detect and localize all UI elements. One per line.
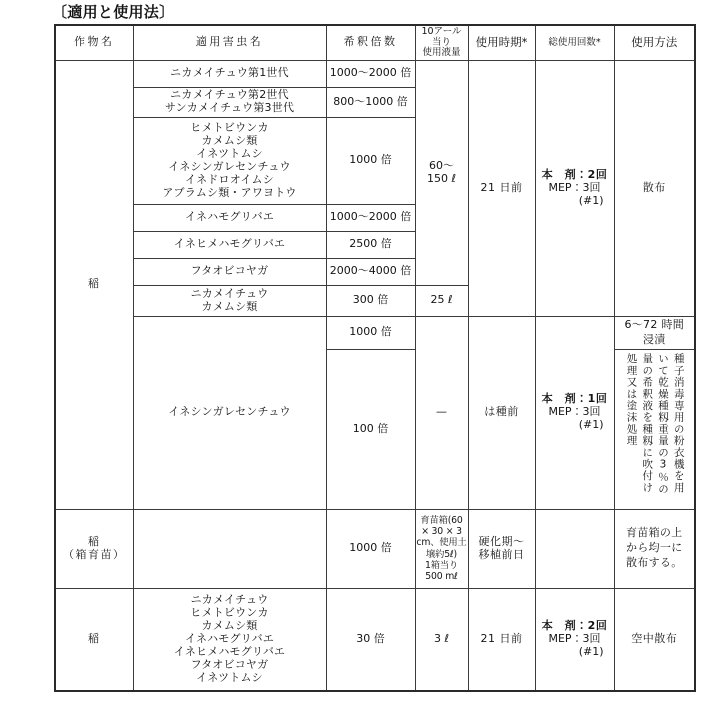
cell-timing: 21 日前	[468, 60, 535, 316]
method-line2: から均一に	[626, 541, 683, 555]
pest-name: ニカメイチュウ第1世代	[170, 66, 289, 80]
pest-name: ニカメイチュウ第2世代	[170, 88, 289, 102]
volume-line6: 500 mℓ	[425, 570, 458, 582]
pest-name: カメムシ類	[201, 133, 258, 147]
cell-pest	[133, 204, 326, 231]
timing-line1: 硬化期〜	[478, 534, 525, 548]
frequency-note: (#1)	[578, 418, 604, 432]
frequency-main: 本 剤：2回	[541, 618, 608, 632]
cell-method-soak	[614, 316, 695, 349]
pest-name: イネツトムシ	[196, 670, 263, 684]
pest-name: フタオビコヤガ	[190, 264, 269, 278]
pest-name: アブラムシ類・アワヨトウ	[162, 185, 297, 199]
table-header	[55, 25, 695, 60]
column-header-frequency: 総使用回数*	[535, 25, 614, 60]
cell-crop-rice-box	[55, 509, 133, 588]
cell-dilution: 1000〜2000 倍	[326, 60, 415, 87]
cell-frequency	[535, 316, 614, 509]
method-line2: 浸漬	[642, 332, 666, 346]
volume-line4: 壌約5ℓ)	[426, 548, 457, 560]
cell-volume	[415, 509, 468, 588]
cell-pest	[133, 258, 326, 285]
table-row	[55, 316, 695, 349]
column-header-dilution: 希釈倍数	[326, 25, 415, 60]
cell-crop-rice: 稲	[55, 60, 133, 509]
pest-name: ヒメトビウンカ	[190, 605, 269, 619]
cell-frequency	[535, 509, 614, 588]
cell-dilution: 2000〜4000 倍	[326, 258, 415, 285]
cell-dilution: 1000〜2000 倍	[326, 204, 415, 231]
frequency-mep: MEP：3回	[548, 405, 601, 419]
column-header-timing: 使用時期*	[468, 25, 535, 60]
header-row	[55, 25, 695, 60]
pest-name: イネシンガレセンチュウ	[168, 405, 291, 419]
cell-dilution: 300 倍	[326, 285, 415, 316]
cell-dilution: 100 倍	[326, 349, 415, 509]
cell-pest	[133, 60, 326, 87]
cell-dilution: 2500 倍	[326, 231, 415, 258]
cell-pest	[133, 588, 326, 691]
pest-name: イネハモグリバエ	[184, 631, 275, 645]
volume-value: 3 ℓ	[433, 631, 450, 645]
cell-pest	[133, 231, 326, 258]
table-row	[55, 60, 695, 87]
volume-line1: 60〜	[429, 158, 454, 172]
frequency-note: (#1)	[578, 193, 604, 207]
column-header-volume-line1: 10アール当り	[421, 26, 462, 48]
cell-timing	[468, 509, 535, 588]
column-header-pest: 適用害虫名	[133, 25, 326, 60]
pest-name: イネヒメハモグリバエ	[173, 644, 286, 658]
pest-name: ニカメイチュウ	[190, 592, 269, 606]
cell-dilution: 30 倍	[326, 588, 415, 691]
cell-frequency	[535, 588, 614, 691]
cell-dilution: 1000 倍	[326, 117, 415, 204]
cell-method: 空中散布	[614, 588, 695, 691]
cell-volume	[415, 60, 468, 285]
volume-line5: 1箱当り	[424, 559, 458, 571]
volume-line1: 育苗箱(60	[420, 515, 463, 527]
frequency-mep: MEP：3回	[548, 180, 601, 194]
cell-volume	[415, 285, 468, 316]
pest-name: イネヒメハモグリバエ	[173, 237, 286, 251]
cell-pest	[133, 509, 326, 588]
cell-timing: は種前	[468, 316, 535, 509]
cell-frequency	[535, 60, 614, 316]
frequency-note: (#1)	[578, 644, 604, 658]
crop-line2: （箱育苗）	[63, 547, 126, 561]
pest-name: カメムシ類	[201, 299, 258, 313]
cell-timing: 21 日前	[468, 588, 535, 691]
cell-pest	[133, 87, 326, 117]
frequency-mep: MEP：3回	[548, 631, 601, 645]
column-header-volume	[415, 25, 468, 60]
timing-line2: 移植前日	[478, 547, 525, 561]
cell-dilution: 800〜1000 倍	[326, 87, 415, 117]
table-row	[55, 509, 695, 588]
volume-line2: × 30 × 3	[421, 526, 462, 538]
volume-line3: cm、使用土	[416, 537, 467, 549]
pest-name: イネハモグリバエ	[184, 210, 275, 224]
application-table	[54, 24, 696, 692]
pest-name: イネドロオイムシ	[185, 172, 274, 186]
method-line1: 育苗箱の上	[626, 526, 683, 540]
column-header-volume-line2: 使用液量	[422, 47, 461, 59]
method-line1: 6〜72 時間	[624, 317, 685, 331]
cell-pest	[133, 117, 326, 204]
pest-name: サンカメイチュウ第3世代	[164, 101, 295, 115]
pest-name: フタオビコヤガ	[190, 657, 269, 671]
page-title: 〔適用と使用法〕	[52, 3, 175, 21]
pest-name: ヒメトビウンカ	[190, 120, 269, 134]
frequency-main: 本 剤：1回	[541, 392, 608, 406]
cell-pest	[133, 285, 326, 316]
method-vertical-text: 種子消毒専用の粉衣機を用いて乾燥種籾重量の3％の量の希釈液を種籾に吹付け処理又は塗沫処理	[625, 352, 685, 495]
cell-method-coating	[614, 349, 695, 509]
crop-line1: 稲	[88, 534, 101, 548]
pest-name: ニカメイチュウ	[190, 286, 269, 300]
cell-method: 散布	[614, 60, 695, 316]
table-body	[55, 60, 695, 691]
table-row	[55, 588, 695, 691]
cell-pest	[133, 316, 326, 509]
volume-value: 25 ℓ	[430, 293, 453, 307]
frequency-main: 本 剤：2回	[541, 167, 608, 181]
cell-volume: —	[415, 316, 468, 509]
column-header-method: 使用方法	[614, 25, 695, 60]
cell-dilution: 1000 倍	[326, 316, 415, 349]
cell-volume	[415, 588, 468, 691]
pest-name: イネツトムシ	[196, 146, 263, 160]
pest-name: イネシンガレセンチュウ	[168, 159, 291, 173]
column-header-crop: 作物名	[55, 25, 133, 60]
method-line3: 散布する。	[626, 555, 683, 569]
cell-dilution: 1000 倍	[326, 509, 415, 588]
cell-crop-rice-aerial: 稲	[55, 588, 133, 691]
cell-method	[614, 509, 695, 588]
pest-name: カメムシ類	[201, 618, 258, 632]
volume-line2: 150 ℓ	[426, 171, 457, 185]
